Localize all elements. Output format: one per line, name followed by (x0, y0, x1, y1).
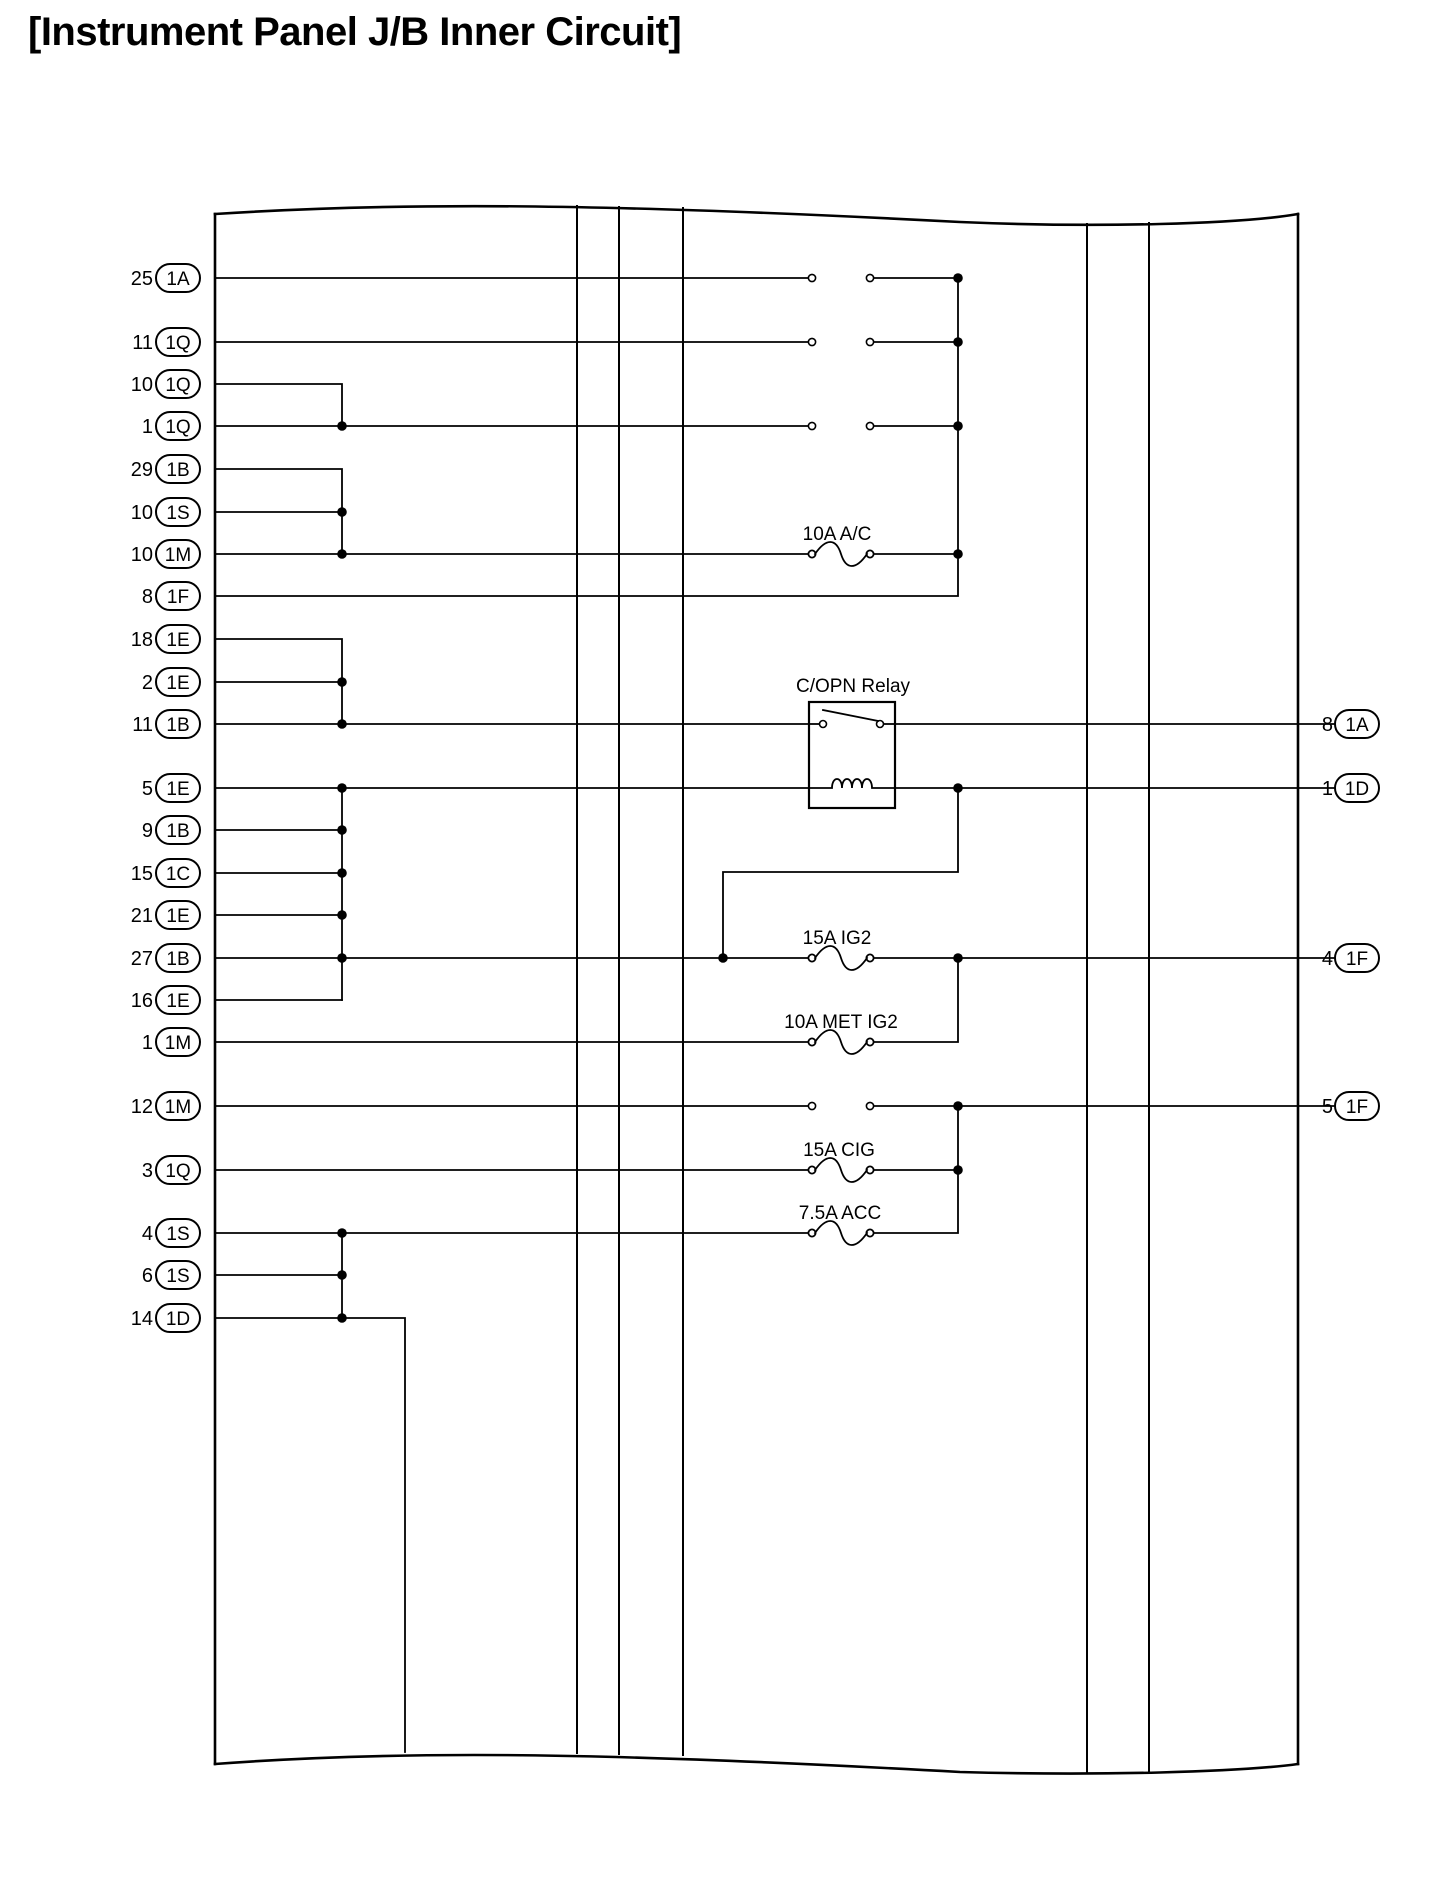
fuse-ig2 (808, 946, 873, 970)
left-terminal (131, 944, 200, 972)
left-terminal (131, 455, 200, 483)
junction-box-outline (215, 206, 1298, 1773)
connector-code: 1M (164, 1033, 192, 1054)
left-terminal (142, 1261, 200, 1289)
left-terminal (132, 710, 200, 738)
internal-bus-bars (577, 206, 1149, 1773)
right-terminal (1322, 1092, 1379, 1120)
wires (215, 278, 1335, 1752)
component-labels (784, 524, 910, 1224)
connector-code: 1B (166, 715, 190, 736)
left-terminal (132, 328, 200, 356)
terminal-pin-number: 5 (141, 778, 153, 800)
right-terminal (1322, 944, 1379, 972)
terminal-layer (131, 264, 1379, 1332)
connector-code: 1M (164, 545, 192, 566)
left-terminal (131, 625, 200, 653)
terminal-pin-number: 8 (141, 586, 153, 608)
terminal-pin-number: 21 (130, 905, 153, 927)
terminal-pin-number: 4 (141, 1223, 153, 1245)
fuse-ig2-label: 15A IG2 (802, 928, 872, 949)
connector-code: 1Q (165, 375, 191, 396)
terminal-pin-number: 15 (130, 863, 153, 885)
left-terminal (142, 668, 200, 696)
terminal-pin-number: 11 (132, 332, 153, 354)
terminal-pin-number: 1 (1321, 778, 1333, 800)
terminal-pin-number: 18 (130, 629, 153, 651)
terminal-pin-number: 12 (130, 1096, 153, 1118)
terminal-pin-number: 6 (141, 1265, 153, 1287)
left-terminal (131, 1092, 200, 1120)
left-terminal (142, 774, 200, 802)
connector-code: 1D (1344, 779, 1370, 800)
terminal-pin-number: 1 (141, 416, 153, 438)
relay-label: C/OPN Relay (795, 676, 911, 697)
fuse-acc-label: 7.5A ACC (798, 1203, 882, 1224)
left-terminal (131, 1304, 200, 1332)
fuse-ac (808, 542, 873, 566)
terminal-pin-number: 2 (141, 672, 153, 694)
connector-code: 1E (166, 779, 190, 800)
fuse-met-ig2-label: 10A MET IG2 (784, 1012, 898, 1033)
terminal-pin-number: 25 (130, 268, 153, 290)
terminal-pin-number: 5 (1321, 1096, 1333, 1118)
connector-code: 1M (164, 1097, 192, 1118)
terminal-pin-number: 8 (1321, 714, 1333, 736)
connector-code: 1E (166, 906, 190, 927)
connector-code: 1E (166, 630, 190, 651)
left-terminal (142, 1219, 200, 1247)
left-terminal (131, 540, 200, 568)
connector-code: 1Q (165, 417, 191, 438)
connector-code: 1S (166, 1224, 190, 1245)
fuse-cig (808, 1158, 873, 1182)
connector-code: 1B (166, 949, 190, 970)
terminal-pin-number: 1 (141, 1032, 153, 1054)
left-terminal (142, 582, 200, 610)
terminal-pin-number: 10 (130, 374, 153, 396)
connector-code: 1F (1345, 949, 1369, 970)
connector-code: 1D (165, 1309, 191, 1330)
left-terminal (142, 1028, 200, 1056)
terminal-pin-number: 27 (130, 948, 153, 970)
connector-code: 1S (166, 503, 190, 524)
right-terminal (1322, 774, 1379, 802)
terminal-pin-number: 10 (130, 502, 153, 524)
terminal-pin-number: 16 (130, 990, 153, 1012)
connector-code: 1F (166, 587, 190, 608)
left-terminal (142, 816, 200, 844)
left-terminal (131, 986, 200, 1014)
connector-code: 1B (166, 821, 190, 842)
connector-code: 1Q (165, 1161, 191, 1182)
terminal-pin-number: 9 (141, 820, 153, 842)
left-terminal (131, 859, 200, 887)
right-terminal (1322, 710, 1379, 738)
left-terminal (131, 370, 200, 398)
left-terminal (131, 901, 200, 929)
connector-code: 1E (166, 673, 190, 694)
connector-code: 1Q (165, 333, 191, 354)
left-terminal (142, 1156, 200, 1184)
page-title: [Instrument Panel J/B Inner Circuit] (28, 10, 682, 54)
left-terminal (131, 498, 200, 526)
fuse-ac-label: 10A A/C (802, 524, 872, 545)
terminal-pin-number: 4 (1321, 948, 1333, 970)
terminal-pin-number: 10 (130, 544, 153, 566)
left-terminal (131, 264, 200, 292)
connector-code: 1S (166, 1266, 190, 1287)
connector-code: 1F (1345, 1097, 1369, 1118)
fuse-cig-label: 15A CIG (803, 1140, 875, 1161)
terminal-pin-number: 3 (141, 1160, 153, 1182)
fuse-acc (808, 1221, 873, 1245)
terminal-pin-number: 14 (130, 1308, 153, 1330)
terminal-pin-number: 29 (130, 459, 153, 481)
connector-code: 1B (166, 460, 190, 481)
fuse-met-ig2 (808, 1030, 873, 1054)
connector-code: 1C (165, 864, 191, 885)
left-terminal (142, 412, 200, 440)
connector-code: 1A (166, 269, 190, 290)
terminal-pin-number: 11 (132, 714, 153, 736)
copn-relay (809, 702, 895, 808)
connector-code: 1E (166, 991, 190, 1012)
connector-code: 1A (1345, 715, 1369, 736)
